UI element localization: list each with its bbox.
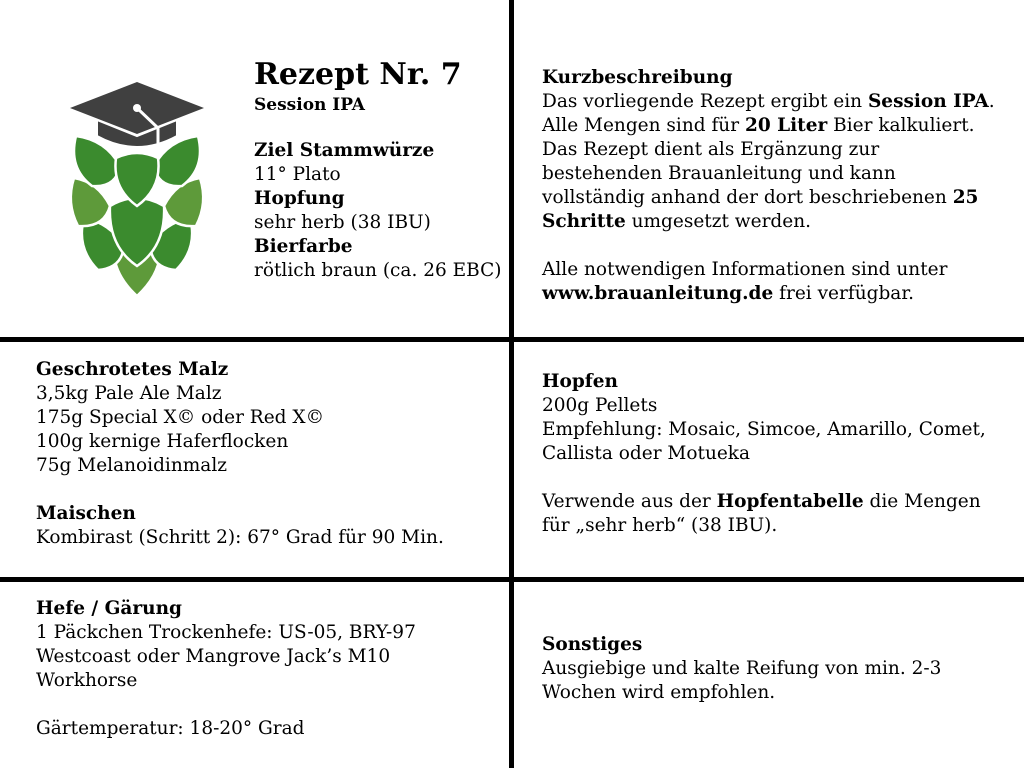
description-paragraph: Das vorliegende Rezept ergibt ein Session IPA. Alle Mengen sind für 20 Liter Bier kalkuliert. Das Rezept dient als Ergänzung zur bestehenden Brauanleitung und kann vollständig anhand der dort beschriebenen 25 Schritte umgesetzt werden. <box>542 91 995 232</box>
malz-item: 100g kernige Haferflocken <box>36 431 289 452</box>
hop-cone-with-graduation-cap-icon <box>62 78 212 303</box>
hopfen-section <box>542 370 1002 538</box>
malz-heading: Geschrotetes Malz <box>36 359 229 380</box>
recipe-style: Session IPA <box>254 95 365 115</box>
sonstiges-section <box>542 633 1002 705</box>
hefe-section <box>36 597 496 741</box>
horizontal-divider-top <box>0 337 1024 342</box>
bierfarbe-label: Bierfarbe <box>254 236 353 257</box>
hopfen-recommendation: Empfehlung: Mosaic, Simcoe, Amarillo, Comet, Callista oder Motueka <box>542 419 986 464</box>
hopfen-amount: 200g Pellets <box>542 395 658 416</box>
malz-section <box>36 358 496 550</box>
hopfen-heading: Hopfen <box>542 371 618 392</box>
info-paragraph: Alle notwendigen Informationen sind unter www.brauanleitung.de frei verfügbar. <box>542 259 948 304</box>
recipe-header <box>254 57 504 283</box>
recipe-title: Rezept Nr. 7 <box>254 57 462 92</box>
hefe-text: 1 Päckchen Trockenhefe: US-05, BRY-97 Westcoast oder Mangrove Jack’s M10 Workhorse <box>36 622 416 691</box>
hefe-heading: Hefe / Gärung <box>36 598 182 619</box>
stammwuerze-label: Ziel Stammwürze <box>254 140 435 161</box>
malz-item: 175g Special X© oder Red X© <box>36 407 325 428</box>
hopfen-note: Verwende aus der Hopfentabelle die Mengen für „sehr herb“ (38 IBU). <box>542 491 981 536</box>
hopfung-value: sehr herb (38 IBU) <box>254 212 431 233</box>
description-heading: Kurzbeschreibung <box>542 67 733 88</box>
malz-item: 75g Melanoidinmalz <box>36 455 227 476</box>
vertical-divider <box>509 0 514 768</box>
maischen-heading: Maischen <box>36 503 136 524</box>
malz-item: 3,5kg Pale Ale Malz <box>36 383 222 404</box>
sonstiges-text: Ausgiebige und kalte Reifung von min. 2-3 Wochen wird empfohlen. <box>542 658 942 703</box>
gaertemperatur: Gärtemperatur: 18-20° Grad <box>36 718 305 739</box>
maischen-text: Kombirast (Schritt 2): 67° Grad für 90 Min. <box>36 527 444 548</box>
horizontal-divider-bottom <box>0 577 1024 582</box>
bierfarbe-value: rötlich braun (ca. 26 EBC) <box>254 260 502 281</box>
sonstiges-heading: Sonstiges <box>542 634 643 655</box>
stammwuerze-value: 11° Plato <box>254 164 341 185</box>
website-link[interactable]: www.brauanleitung.de <box>542 283 774 304</box>
description-section <box>542 66 1002 306</box>
hopfung-label: Hopfung <box>254 188 345 209</box>
